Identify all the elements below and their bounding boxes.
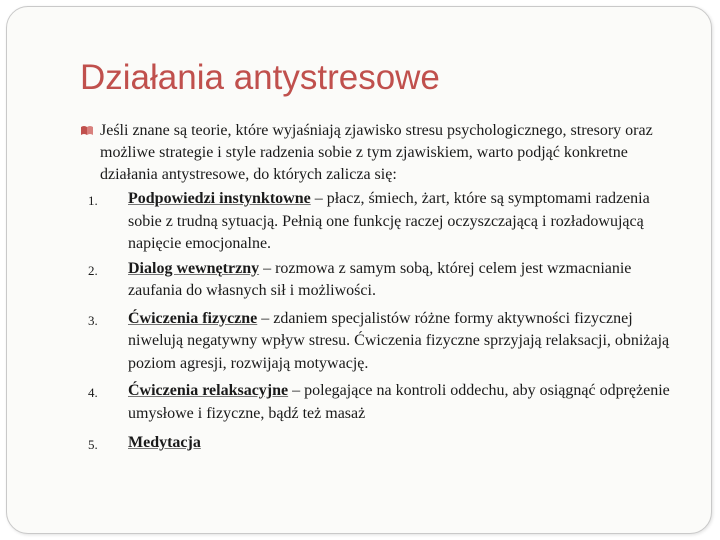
list-item-body [80, 258, 678, 303]
book-leaf-bullet-icon [80, 124, 94, 136]
list-number: 3. [88, 312, 98, 328]
list-item [80, 308, 680, 376]
list-item-description: – płacz, śmiech, żart, które są symptomami radzenia sobie z trudną sytuacją. Pełnią one funkcję raczej oczyszczającą i rozładowującą napięcie emocjonalne. [128, 190, 650, 252]
list-item-description: – zdaniem specjalistów różne formy aktywności fizycznej niwelują negatywny wpływ stresu. Ćwiczenia fizyczne sprzyjają relaksacji, obniżają poziom agresji, rozwijają motywację. [128, 309, 670, 372]
list-item [80, 380, 680, 425]
list-item-term: Dialog wewnętrzny [128, 259, 260, 277]
list-item-description: – polegające na kontroli oddechu, aby osiągnąć odprężenie umysłowe i fizyczne, bądź też masaż [128, 382, 670, 422]
list-item-term: Ćwiczenia relaksacyjne [128, 382, 289, 399]
list-number: 1. [88, 193, 98, 208]
list-number: 4. [88, 385, 98, 400]
list-item [80, 258, 680, 303]
slide-title: Działania antystresowe [80, 58, 440, 97]
action-list [80, 188, 680, 455]
list-item-body [80, 380, 678, 425]
list-number: 5. [88, 437, 98, 452]
list-item-term: Podpowiedzi instynktowne [128, 190, 311, 207]
list-item-body [80, 188, 678, 256]
list-item [80, 432, 680, 455]
list-item-body [80, 308, 678, 376]
list-item [80, 188, 680, 256]
list-item-body [80, 432, 678, 455]
list-number: 2. [88, 262, 98, 278]
list-item-term: Ćwiczenia fizyczne [128, 309, 258, 327]
list-item-description: – rozmowa z samym sobą, której celem jest wzmacnianie zaufania do własnych sił i możliwości. [128, 259, 632, 299]
intro-paragraph [80, 120, 680, 186]
list-item-term: Medytacja [128, 434, 201, 451]
intro-text: Jeśli znane są teorie, które wyjaśniają zjawisko stresu psychologicznego, stresory oraz możliwe strategie i style radzenia sobie z tym zjawiskiem, warto podjąć konkretne działania antystresowe, do których zalicza się: [100, 122, 653, 183]
